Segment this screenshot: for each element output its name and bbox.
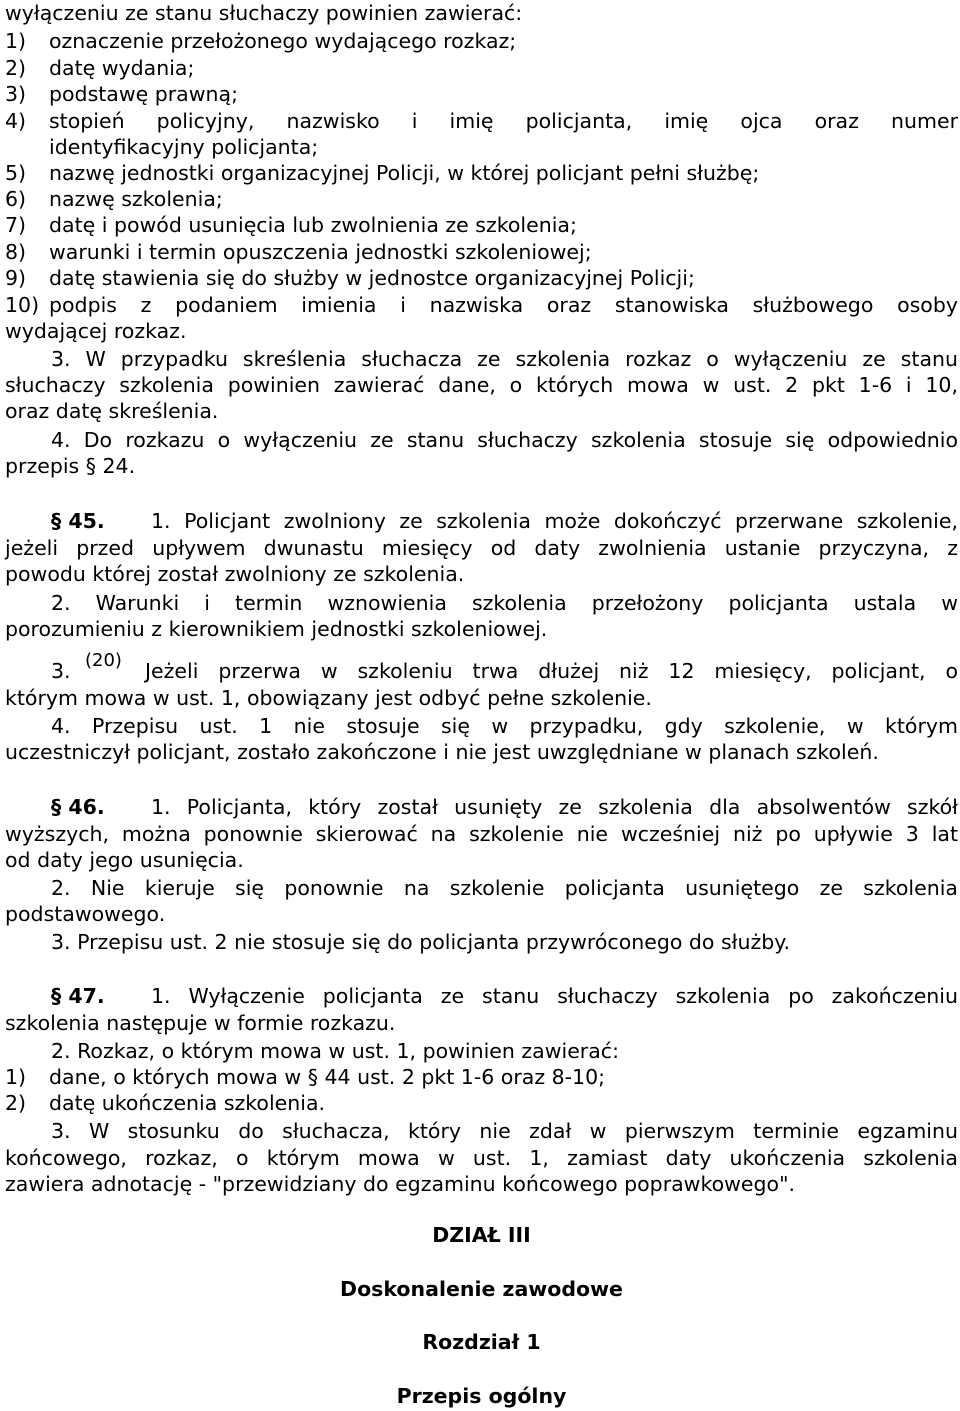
list-item [5,81,958,107]
paragraph-line: 3. Przepisu ust. 2 nie stosuje się do policjanta przywróconego do służby. [51,930,790,954]
chapter-title: Przepis ogólny [396,1384,567,1408]
list-item [5,212,958,238]
paragraph-line: końcowego, rozkaz, o którym mowa w ust. 1, zamiast daty ukończenia szkolenia [5,1146,958,1170]
paragraph-line: przepis § 24. [5,454,136,478]
paragraph-line: wyższych, można ponownie skierować na szkolenie nie wcześniej niż po upływie 3 lat [5,822,958,846]
section-marker: § 46. [51,795,105,819]
paragraph-line: powodu której został zwolniony ze szkolenia. [5,562,465,586]
paragraph-line: 4. Do rozkazu o wyłączeniu ze stanu słuchaczy szkolenia stosuje się odpowiednio [51,428,958,452]
list-number: 7) [5,213,27,237]
list-text: datę ukończenia szkolenia. [49,1091,326,1115]
list-item [5,1090,958,1116]
list-text: oznaczenie przełożonego wydającego rozkaz; [49,29,517,53]
list-text: warunki i termin opuszczenia jednostki szkoleniowej; [49,240,592,264]
text-line: wyłączeniu ze stanu słuchaczy powinien zawierać: [5,1,523,25]
list-item [5,28,958,54]
paragraph-text: Jeżeli przerwa w szkoleniu trwa dłużej niż 12 miesięcy, policjant, o [145,659,958,683]
section-marker: § 47. [51,984,105,1008]
list-item [5,239,958,265]
paragraph-line: od daty jego usunięcia. [5,848,244,872]
list-item [5,108,958,134]
paragraph-line: 2. Rozkaz, o którym mowa w ust. 1, powinien zawierać: [51,1039,619,1063]
list-number: 1) [5,1065,27,1089]
list-text: datę stawienia się do służby w jednostce organizacyjnej Policji; [49,266,695,290]
paragraph-line: 2. Nie kieruje się ponownie na szkolenie policjanta usuniętego ze szkolenia [51,876,958,900]
paragraph-line: podstawowego. [5,902,166,926]
paragraph-line: zawiera adnotację - "przewidziany do egzaminu końcowego poprawkowego". [5,1172,796,1196]
division-title: Doskonalenie zawodowe [340,1277,623,1301]
list-number: 3) [5,82,27,106]
paragraph-line: słuchaczy szkolenia powinien zawierać dane, o których mowa w ust. 2 pkt 1-6 i 10, [5,373,958,397]
division-heading: DZIAŁ III [432,1223,531,1247]
paragraph-line: porozumieniu z kierownikiem jednostki szkoleniowej. [5,617,548,641]
list-number: 1) [5,29,27,53]
list-item [5,292,958,318]
paragraph-line: 2. Warunki i termin wznowienia szkolenia przełożony policjanta ustala w [51,591,958,615]
paragraph-text: 1. Policjant zwolniony ze szkolenia może dokończyć przerwane szkolenie, [151,509,958,533]
list-item [5,1064,958,1090]
section-paragraph [51,508,958,534]
paragraph-line: którym mowa w ust. 1, obowiązany jest odbyć pełne szkolenie. [5,686,652,710]
list-item [5,55,958,81]
list-number: 9) [5,266,27,290]
paragraph-line: oraz datę skreślenia. [5,399,219,423]
list-text: podpis z podaniem imienia i nazwiska oraz stanowiska służbowego osoby [49,293,958,317]
section-marker: § 45. [51,509,105,533]
list-number: 5) [5,161,27,185]
list-text: datę wydania; [49,56,195,80]
chapter-heading: Rozdział 1 [422,1330,541,1354]
list-text: podstawę prawną; [49,82,238,106]
list-item [5,160,958,186]
list-number: 4) [5,109,27,133]
paragraph-line: 3. W przypadku skreślenia słuchacza ze szkolenia rozkaz o wyłączeniu ze stanu [51,347,958,371]
list-text: datę i powód usunięcia lub zwolnienia ze szkolenia; [49,213,577,237]
list-number: 2) [5,56,27,80]
paragraph-line: uczestniczył policjant, zostało zakończone i nie jest uwzględniane w planach szkoleń. [5,740,879,764]
section-paragraph [51,794,958,820]
paragraph-line: 3. W stosunku do słuchacza, który nie zdał w pierwszym terminie egzaminu [51,1119,958,1143]
list-text-continuation: identyfikacyjny policjanta; [49,135,319,159]
paragraph-text: 1. Wyłączenie policjanta ze stanu słuchaczy szkolenia po zakończeniu [151,984,958,1008]
section-paragraph [51,983,958,1009]
paragraph-line: 4. Przepisu ust. 1 nie stosuje się w przypadku, gdy szkolenie, w którym [51,714,958,738]
list-item [5,265,958,291]
list-number: 2) [5,1091,27,1115]
list-text: nazwę szkolenia; [49,187,223,211]
list-number: 8) [5,240,27,264]
paragraph-number: 3. [51,659,71,683]
list-item [5,186,958,212]
list-number: 6) [5,187,27,211]
list-number: 10) [5,293,40,317]
list-text: nazwę jednostki organizacyjnej Policji, w której policjant pełni służbę; [49,161,760,185]
footnote-reference: (20) [85,650,122,671]
paragraph-line: jeżeli przed upływem dwunastu miesięcy od daty zwolnienia ustanie przyczyna, z [5,536,958,560]
paragraph-line: szkolenia następuje w formie rozkazu. [5,1011,396,1035]
list-text: stopień policyjny, nazwisko i imię policjanta, imię ojca oraz numer [49,109,958,133]
paragraph-text: 1. Policjanta, który został usunięty ze szkolenia dla absolwentów szkół [151,795,958,819]
list-text-continuation: wydającej rozkaz. [5,319,187,343]
paragraph-line [51,650,958,684]
list-text: dane, o których mowa w § 44 ust. 2 pkt 1-6 oraz 8-10; [49,1065,606,1089]
